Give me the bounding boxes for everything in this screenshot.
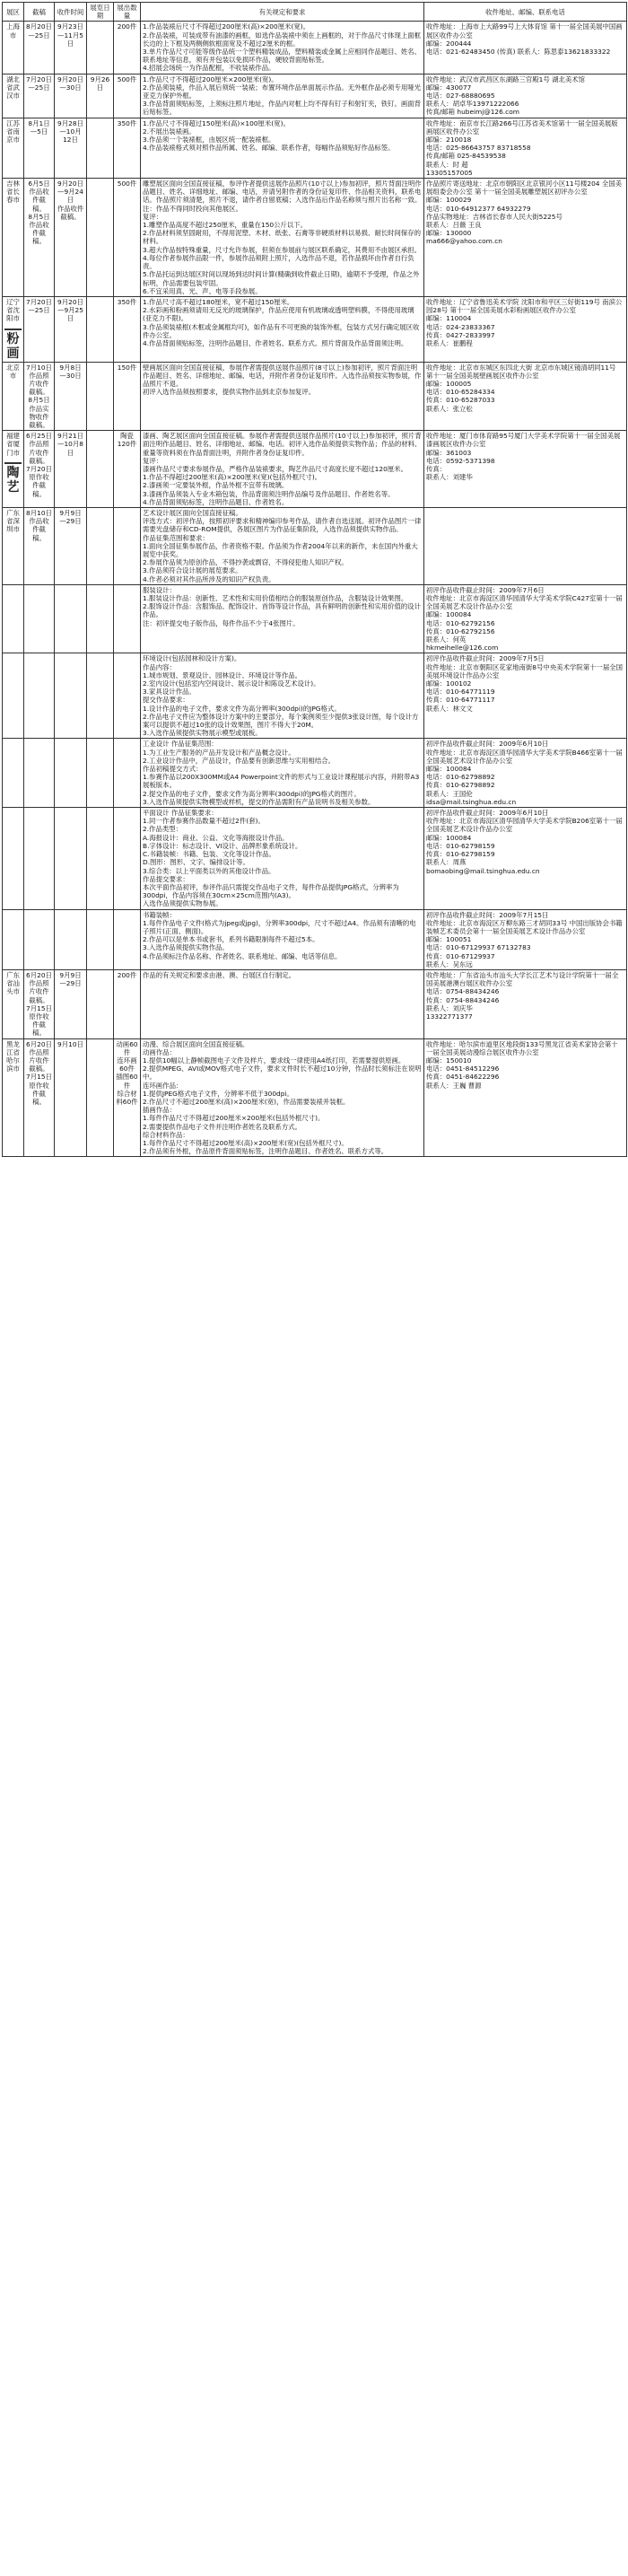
quantity-cell bbox=[114, 739, 141, 808]
region-cell-text: 上海市 bbox=[6, 22, 20, 39]
address-cell-text: 收件地址：厦门市体育路95号厦门大学美术学院第十一届全国美展漆画展区收件办公室 邮编：361003 电话：0592-5371398 传真： 联系人：刘建华 bbox=[426, 432, 621, 482]
region-cell-text: 黑龙江省哈尔滨市 bbox=[6, 1039, 20, 1073]
receive-cell bbox=[55, 808, 87, 909]
quantity-cell bbox=[114, 362, 141, 431]
table-body bbox=[3, 22, 627, 1157]
table-row bbox=[3, 179, 627, 297]
address-cell-text: 收件地址：上海市上大路99号上大体育馆 第十一届全国美展中国画展区收件办公室 邮编：200444 电话：021-62483450 (传真) 联系人：陈思泰13621833322 bbox=[426, 22, 623, 57]
region-cell bbox=[3, 739, 24, 808]
quantity-cell bbox=[114, 431, 141, 508]
quantity-cell bbox=[114, 969, 141, 1038]
deadline-cell-text: 7月20日—25日 bbox=[26, 74, 52, 92]
requirements-cell bbox=[141, 808, 424, 909]
region-cell bbox=[3, 296, 24, 362]
deadline-cell-text: 6月20日作品照片收件截稿。 7月15日原作收件截稿。 bbox=[26, 970, 52, 1038]
quantity-cell-text: 150件 bbox=[117, 363, 137, 372]
quantity-cell-text: 500件 bbox=[117, 180, 137, 188]
address-cell bbox=[424, 653, 627, 739]
region-cell-text: 江苏省南京市 bbox=[6, 118, 20, 145]
receive-cell bbox=[55, 362, 87, 431]
requirements-cell-text: 工业设计 作品征集范围： 1.为工业生产服务的产品开发设计和产品概念设计。 2.工业设计作品中，产品设计，作品要有创新思维与实用相结合。 作品初稿提交方式： 1.参赛作品以200X300MM或A4 Powerpoint文件的形式与工业设计课程展示内容，并附带A3展板版本。 2.提交作品的电子文件，要求文件为高分辨率(300dpi)的JPG格式的图片。 3.入选作品须提供实物模型或样机，提交的作品需附有产品说明书及相关参数。 bbox=[143, 740, 420, 806]
quantity-cell bbox=[114, 118, 141, 178]
address-cell bbox=[424, 22, 627, 74]
region-cell-text: 辽宁省沈阳市 bbox=[6, 297, 20, 323]
requirements-cell bbox=[141, 909, 424, 969]
show-date-cell bbox=[87, 118, 114, 178]
receive-cell-text: 9月10日 bbox=[57, 1039, 83, 1048]
table-row bbox=[3, 909, 627, 969]
address-cell bbox=[424, 909, 627, 969]
address-cell bbox=[424, 179, 627, 297]
quantity-cell bbox=[114, 653, 141, 739]
seal-stamp: 粉画 bbox=[4, 329, 22, 361]
quantity-cell-text: 陶瓷120件 bbox=[117, 432, 137, 449]
address-cell-text: 初评作品收件截止时间：2009年6月10日 收件地址：北京市海淀区清华园清华大学美术学院B206室第十一届全国美展艺术设计作品办公室 邮编：100084 电话：010-62798159 传真：010-62798159 联系人：周燕 bomaobing@mail.tsinghua.edu.cn bbox=[426, 809, 623, 875]
address-cell-text: 收件地址：武汉市武昌区东湖路三官殿1号 湖北美术馆 邮编：430077 电话：027-68880695 联系人：胡卓华13971222066 传真/邮箱 hubeimj@126.com bbox=[426, 74, 586, 117]
region-cell bbox=[3, 584, 24, 653]
receive-cell bbox=[55, 739, 87, 808]
show-date-cell bbox=[87, 808, 114, 909]
table-row bbox=[3, 653, 627, 739]
exhibition-table-document bbox=[2, 2, 626, 1157]
show-date-cell bbox=[87, 653, 114, 739]
address-cell bbox=[424, 362, 627, 431]
requirements-cell-text: 环境设计(包括园林和设计方案)。 作品内容： 1.城市规划、景观设计、园林设计、环境设计等作品。 2.室内设计(包括室内空间设计、展示设计和陈设艺术设计)。 3.家具设计作品。 提交作品要求： 1.设计作品的电子文件，要求文件为高分辨率(300dpi)的JPG格式。 2.作品电子文件应为整体设计方案中的主要部分，每个案例须至少提供3张设计图，每个设计方案可以提供不超过10张的设计效果图，图片不得大于20M。 3.入选作品须提供实物展示模型或展板。 bbox=[143, 654, 419, 738]
address-cell bbox=[424, 1038, 627, 1157]
quantity-cell-text: 350件 bbox=[117, 297, 137, 306]
region-cell-text: 吉林省长春市 bbox=[6, 180, 20, 205]
receive-cell bbox=[55, 118, 87, 178]
receive-cell-text: 9月20日—9月25日 bbox=[57, 297, 83, 323]
deadline-cell-text: 6月20日作品照片收件截稿。 7月15日原作收件截稿。 bbox=[26, 1039, 52, 1106]
table-row bbox=[3, 808, 627, 909]
receive-cell bbox=[55, 969, 87, 1038]
deadline-cell-text: 8月1日—5日 bbox=[28, 118, 50, 136]
address-cell bbox=[424, 74, 627, 118]
requirements-cell bbox=[141, 507, 424, 584]
show-date-cell bbox=[87, 179, 114, 297]
address-cell-text: 初评作品收件截止时间：2009年7月5日 收件地址：北京市朝阳区花家地南街8号中央美术学院第十一届全国美展环境设计作品办公室 邮编：100102 电话：010-64771119 传真：010-64771117 联系人：林文文 bbox=[426, 654, 624, 713]
receive-cell bbox=[55, 507, 87, 584]
address-cell bbox=[424, 808, 627, 909]
receive-cell bbox=[55, 296, 87, 362]
table-row bbox=[3, 22, 627, 74]
address-cell-text: 收件地址：哈尔滨市道里区地段街133号黑龙江省美术家协会第十一届全国美展动漫综合展区收件办公室 邮编：150010 电话：0451-84512296 传真：0451-84622296 联系人：王巍 曹源 bbox=[426, 1039, 618, 1090]
address-cell bbox=[424, 118, 627, 178]
address-cell-text: 收件地址：广东省汕头市汕头大学长江艺术与设计学院第十一届全国美展港澳台展区收件办公室 电话：0754-88434246 传真：0754-88434246 联系人：刘庆华 13322771377 bbox=[426, 970, 619, 1021]
quantity-cell-text: 200件 bbox=[117, 22, 137, 31]
receive-cell bbox=[55, 584, 87, 653]
region-cell bbox=[3, 362, 24, 431]
table-row bbox=[3, 507, 627, 584]
deadline-cell-text: 8月20日—25日 bbox=[26, 22, 52, 39]
address-cell bbox=[424, 969, 627, 1038]
deadline-cell bbox=[24, 431, 55, 508]
region-cell bbox=[3, 118, 24, 178]
requirements-cell bbox=[141, 22, 424, 74]
region-cell bbox=[3, 909, 24, 969]
deadline-cell-text: 6月5日作品收件截稿。 8月5日作品收件截稿。 bbox=[28, 180, 50, 246]
quantity-cell bbox=[114, 1038, 141, 1157]
address-cell-text: 初评作品收件截止时间：2009年7月15日 收件地址：北京市海淀区万柳东路三才胡同33号 中国出版协会书籍装帧艺术委员会第十一届全国美展艺术设计作品办公室 邮编：100051 电话：010-67129937 67132783 传真：010-67129937 联系人：吴东远 bbox=[426, 910, 623, 968]
requirements-cell-text: 1.作品尺寸高不超过180厘米，宽不超过150厘米。 2.水彩画和粉画须请用无反光的玻璃保护，作品应使用有机玻璃或透明塑料膜，不得使用玻璃(亚克力不限)。 3.作品须装裱框(木框或金属框均可)，如作品有不可更换的装饰外框，包装方式另行确定展区收件办公室。 4.作品背面须贴标签，注明作品题目、作者姓名、联系方式。照片背面及作品背面须注明。 bbox=[143, 297, 420, 347]
address-cell-text: 初评作品收件截止时间：2009年7月6日 收件地址：北京市海淀区清华园清华大学美术学院C427室第十一届全国美展艺术设计作品办公室 邮编：100084 电话：010-62792156 传真：010-62792156 联系人：何英 hkmeihelle@126.com bbox=[426, 585, 623, 653]
table-row bbox=[3, 431, 627, 508]
requirements-cell-text: 雕塑展区面向全国直接征稿，参评作者提供送展作品照片(10寸以上)参加初评，照片背面注明作品题目、姓名、详细地址、邮编、电话，并请另附作者的身份证复印件、作品相关资料，联系电话。作品照片须清楚，照片不退，请作者自留底稿；入选作品后作品名称须与照片出名称一致。 注：作品不得同时投向其他展区。 复评： 1.雕塑作品高度不超过250厘米，重量在150公斤以下。 2.作品材料须坚固耐用，不得用泥塑、木材、纸张、石膏等非硬质材料以易损、耐长时间保存的材料。 3.超大作品按特殊重量，尺寸允许参展，但须在参展前与展区联系确定，其费用不由展区承担。 4.每位作者参展作品限一件，参展作品须附上照片，入选作品不退，若作品损坏由作者自行负责。 5.作品托运到达展区时间以现场到达时间计算(精确到收件截止日期)，逾期不予受理，作品之外标明，作品需要包装牢固。 6.不宜采用真、光、声、电等手段参展。 bbox=[143, 180, 422, 295]
deadline-cell bbox=[24, 909, 55, 969]
show-date-cell bbox=[87, 507, 114, 584]
receive-cell-text: 9月23日—11月5日 bbox=[57, 22, 83, 48]
receive-cell bbox=[55, 653, 87, 739]
quantity-cell bbox=[114, 74, 141, 118]
show-date-cell bbox=[87, 362, 114, 431]
region-cell-text: 广东省深圳市 bbox=[6, 508, 20, 534]
region-cell bbox=[3, 179, 24, 297]
show-date-cell bbox=[87, 739, 114, 808]
show-date-cell bbox=[87, 22, 114, 74]
requirements-cell-text: 书籍装帧： 1.每件作品电子文件(格式为jpeg或jpg)，分辨率300dpi，尺寸不超过A4。作品须有清晰的电子照片(正面、侧面)。 2.作品可以是单本书或套书，系列书籍限制每件不超过5本。 3.入选作品须提供实物作品。 4.作品须标注作品名称、作者姓名、联系地址、邮编、电话等信息。 bbox=[143, 910, 416, 960]
requirements-cell-text: 艺术设计展区面向全国直接征稿。 评选方式：初评作品，按照初评要求和精神编印参考作品，请作者自选送展。初评作品图片一律需要光盘储存和CD-ROM提供，各展区图片为作品征集阶段，入选作品须提供实物作品。 作品征集范围和要求： 1.面向全国征集参展作品，作者资格不限。作品须为作者2004年以来的新作，未在国内外重大展览中获奖。 2.参展作品须为原创作品，不得抄袭或剽窃，不得侵犯他人知识产权。 3.作品须符合设计展的展览要求。 4.作者必须对其作品所涉及的知识产权负责。 bbox=[143, 508, 422, 583]
deadline-cell bbox=[24, 808, 55, 909]
receive-cell-text: 9月21日—10月8日 bbox=[57, 432, 83, 457]
exhibition-schedule-table bbox=[2, 2, 627, 1157]
region-cell bbox=[3, 431, 24, 508]
header-show-date: 展览日期 bbox=[87, 3, 114, 22]
address-cell-text: 初评作品收件截止时间：2009年6月10日 收件地址：北京市海淀区清华园清华大学美术学院B466室第十一届全国美展艺术设计作品办公室 邮编：100084 电话：010-62798892 传真：010-62798892 联系人：王国伦 idsa@mail.tsinghua.edu.cn bbox=[426, 740, 623, 806]
deadline-cell bbox=[24, 584, 55, 653]
region-cell bbox=[3, 74, 24, 118]
deadline-cell bbox=[24, 74, 55, 118]
address-cell bbox=[424, 739, 627, 808]
header-address: 收件地址、邮编、联系电话 bbox=[424, 3, 627, 22]
show-date-cell bbox=[87, 584, 114, 653]
address-cell bbox=[424, 296, 627, 362]
region-cell-text: 北京市 bbox=[6, 363, 20, 380]
receive-cell-text: 9月20日—9月24日 作品收件截稿。 bbox=[57, 180, 84, 221]
region-cell-text: 福建省厦门市 bbox=[6, 432, 20, 457]
address-cell-text: 作品照片寄送地址：北京市朝阳区北京银河小区11号楼204 全国美展组委会办公室 第十一届全国美展雕塑展区初评办公室 邮编：100029 电话：010-64912377 64932279 作品实物地址：吉林省长春市人民大街5225号 联系人：吕薇 王良 邮编：130000 ma666@yahoo.com.cn bbox=[426, 180, 623, 246]
quantity-cell-text: 350件 bbox=[117, 118, 137, 127]
address-cell-text: 收件地址：辽宁省鲁迅美术学院 沈阳市和平区三好街119号 南滨公园28号 第十一届全国美展水彩粉画展区收件办公室 邮编：110004 电话：024-23833367 传真：0427-2833997 联系人：崔鹏程 bbox=[426, 297, 623, 347]
show-date-cell bbox=[87, 296, 114, 362]
address-cell bbox=[424, 431, 627, 508]
deadline-cell-text: 6月25日作品照片收件截稿。 7月20日原作收件截稿。 bbox=[26, 432, 52, 498]
receive-cell bbox=[55, 431, 87, 508]
quantity-cell-text: 动画60件 连环画60件 插图60件 综合材料60件 bbox=[116, 1039, 138, 1106]
header-deadline: 截稿 bbox=[24, 3, 55, 22]
receive-cell bbox=[55, 909, 87, 969]
table-row bbox=[3, 296, 627, 362]
requirements-cell bbox=[141, 74, 424, 118]
requirements-cell bbox=[141, 118, 424, 178]
receive-cell-text: 9月9日—29日 bbox=[59, 970, 82, 988]
quantity-cell bbox=[114, 507, 141, 584]
header-requirements: 有关规定和要求 bbox=[141, 3, 424, 22]
quantity-cell-text: 500件 bbox=[117, 74, 137, 83]
table-header-row bbox=[3, 3, 627, 22]
requirements-cell bbox=[141, 969, 424, 1038]
show-date-cell bbox=[87, 969, 114, 1038]
receive-cell bbox=[55, 179, 87, 297]
requirements-cell bbox=[141, 296, 424, 362]
table-row bbox=[3, 362, 627, 431]
requirements-cell-text: 壁画展区面向全国直接征稿，参展作者需提供送展作品照片(8寸以上)参加初评，照片背面注明作品题目、姓名、详细地址、邮编、电话，并附作者身份证复印件。入选作品须按实物参展，作品照片不退。 初评入选作品须按照要求，提供实物作品到北京参加复评。 bbox=[143, 363, 422, 397]
show-date-cell bbox=[87, 1038, 114, 1157]
deadline-cell-text: 8月10日作品收件截稿。 bbox=[26, 508, 52, 542]
header-region: 展区 bbox=[3, 3, 24, 22]
receive-cell-text: 9月28日—10月12日 bbox=[57, 118, 83, 145]
table-row bbox=[3, 969, 627, 1038]
region-cell-text: 广东省汕头市 bbox=[6, 970, 20, 996]
quantity-cell bbox=[114, 808, 141, 909]
requirements-cell bbox=[141, 584, 424, 653]
requirements-cell-text: 平面设计 作品征集要求： 1.同一作者参赛作品数量不超过2件(套)。 2.作品类型： A.海报设计：商业、公益、文化等海报设计作品。 B.字体设计：标志设计、VI设计、品牌形象系统设计。 C.书籍装帧：书籍、包装、文化等设计作品。 D.图形：图形、文字、编排设计等。 3.综合类：以上平面类以外的其他设计作品。 作品提交要求： 本次平面作品初评，参评作品只需提交作品电子文件，每件作品提供JPG格式，分辨率为300dpi，作品内容须在30cm×25cm范围内(A3)。 入选作品须提供实物参展。 bbox=[143, 809, 399, 908]
requirements-cell bbox=[141, 739, 424, 808]
requirements-cell-text: 1.作品装裱后尺寸不得超过200厘米(高)×200厘米(宽)。 2.作品装裱，可装成带有油漆的画框，如选作品装裱中须在上画框的，对于作品尺寸体现上面框长边的上下框及两侧侧软框面宽及不超过2厘米的框。 3.单片作品尺寸可能等级作品统一个塑料精装成品，塑料精装或金属上应相同作品题目、姓名、联系地址等信息，须有并包装以免损坏作品，硬较背面贴标签。 4.招展会场统一为作品配框，不收装裱作品。 bbox=[143, 22, 422, 73]
deadline-cell bbox=[24, 296, 55, 362]
address-cell-text: 收件地址：北京市东城区东四北大街 北京市东城区镜清胡同11号 第十一届全国美展壁画展区收件办公室 邮编：100005 电话：010-65284334 传真：010-65287033 联系人：张立松 bbox=[426, 363, 616, 413]
receive-cell bbox=[55, 74, 87, 118]
deadline-cell bbox=[24, 507, 55, 584]
header-receive: 收件时间 bbox=[55, 3, 87, 22]
receive-cell bbox=[55, 1038, 87, 1157]
show-date-cell bbox=[87, 909, 114, 969]
region-cell-text: 湖北省武汉市 bbox=[6, 74, 20, 101]
table-row bbox=[3, 118, 627, 178]
show-date-cell-text: 9月26日 bbox=[90, 74, 110, 92]
table-row bbox=[3, 74, 627, 118]
requirements-cell bbox=[141, 179, 424, 297]
region-cell bbox=[3, 653, 24, 739]
receive-cell-text: 9月9日—29日 bbox=[59, 508, 82, 526]
region-cell bbox=[3, 969, 24, 1038]
requirements-cell bbox=[141, 1038, 424, 1157]
show-date-cell bbox=[87, 431, 114, 508]
deadline-cell bbox=[24, 739, 55, 808]
address-cell-text: 收件地址：南京市长江路266号江苏省美术馆第十一届全国美展版画展区收件办公室 邮编：210018 电话：025-86643757 83718558 传真/邮箱 025-84539538 联系人：时 超 13305157005 bbox=[426, 118, 618, 177]
quantity-cell bbox=[114, 179, 141, 297]
requirements-cell-text: 漆画、陶艺展区面向全国直接征稿。参展作者需提供送展作品照片(10寸以上)参加初评，照片背面注明作品题目、姓名、详细地址、邮编、电话。初评入选作品须提供实物作品；作品的材料、重量等资料须在作品背面注明，并附作者身份证复印件。 复评： 漆画作品尺寸要求参展作品，严格作品装裱要求，陶艺作品尺寸高度长度不超过120厘米。 1.作品不得超过200厘米(高)×200厘米(宽)(包括外框尺寸)。 2.漆画须一定要装外框，作品外框不宜带有玻璃。 3.漆画作品须装入专业木箱包装，作品背面须注明作品编号及作品题目、作者姓名等。 4.作品背面须贴标签，注明作品题目、作者姓名。 bbox=[143, 432, 422, 506]
region-cell bbox=[3, 808, 24, 909]
seal-stamp: 陶艺 bbox=[4, 462, 22, 495]
region-cell bbox=[3, 22, 24, 74]
requirements-cell-text: 服装设计： 1.服装设计作品：创新性、艺术性和实用价值相结合的服装原创作品，含服装设计效果图。 2.服饰设计作品：含服饰品、配饰设计、首饰等设计作品，具有鲜明的创新性和实用价值的设计作品。 注：初评提交电子版作品，每件作品不少于4张图片。 bbox=[143, 585, 422, 627]
deadline-cell bbox=[24, 179, 55, 297]
requirements-cell-text: 作品的有关规定和要求由港、澳、台展区自行制定。 bbox=[143, 970, 295, 979]
deadline-cell-text: 7月20日—25日 bbox=[26, 297, 52, 315]
receive-cell-text: 9月8日—30日 bbox=[59, 363, 82, 380]
region-cell bbox=[3, 1038, 24, 1157]
deadline-cell bbox=[24, 969, 55, 1038]
receive-cell-text: 9月20日—30日 bbox=[57, 74, 83, 92]
address-cell bbox=[424, 584, 627, 653]
region-cell bbox=[3, 507, 24, 584]
deadline-cell bbox=[24, 362, 55, 431]
table-row bbox=[3, 739, 627, 808]
deadline-cell bbox=[24, 22, 55, 74]
quantity-cell bbox=[114, 584, 141, 653]
quantity-cell bbox=[114, 296, 141, 362]
table-row bbox=[3, 584, 627, 653]
header-quantity: 展出数量 bbox=[114, 3, 141, 22]
requirements-cell-text: 1.作品尺寸不得超过200厘米×200厘米(宽)。 2.作品须装裱，作品入展后须统一装裱；布置环境作品单面展示作品。无外框作品必须专用哑光亚克力保护外框。 3.作品背面须贴标签，上须标注照片地址，作品内对框上均不得有钉子和射钉夹，铁钉。画面背后贴标签。 bbox=[143, 74, 422, 117]
requirements-cell-text: 动漫、综合展区面向全国直接征稿。 动画作品： 1.提供10幅以上静帧截图电子文件及样片，要求线一律使用A4纸打印，若需要提供原画。 2.提供MPEG、AVI或MOV格式电子文件，要求文件时长不超过10分钟，作品时长须标注在说明中。 连环画作品： 1.提供JPEG格式电子文件，分辨率不低于300dpi。 2.作品尺寸不超过200厘米(高)×200厘米(宽)，作品需要装裱并装框。 插画作品： 1.每件作品尺寸不得超过200厘米×200厘米(包括外框尺寸)。 2.需要提供作品电子文件并注明作者姓名及联系方式。 综合材料作品： 1.每件作品尺寸不得超过200厘米(高)×200厘米(宽)(包括外框尺寸)。 2.作品须有外框，作品原件背面须贴标签，注明作品题目、作者姓名、联系方式等。 bbox=[143, 1039, 422, 1156]
deadline-cell-text: 7月10日作品照片收件截稿。 8月5日作品实物收件截稿。 bbox=[26, 363, 52, 429]
table-row bbox=[3, 1038, 627, 1157]
requirements-cell bbox=[141, 431, 424, 508]
requirements-cell bbox=[141, 362, 424, 431]
show-date-cell bbox=[87, 74, 114, 118]
quantity-cell bbox=[114, 22, 141, 74]
requirements-cell-text: 1.作品尺寸不得超过150厘米(高)×100厘米(宽)。 2.不展出装裱画。 3.作品须一个装裱框，由展区统一配装裱框。 4.作品装裱格式须对照作品所属、姓名、邮编、联系作者，每幅作品须贴好作品标签。 bbox=[143, 118, 395, 153]
deadline-cell bbox=[24, 118, 55, 178]
deadline-cell bbox=[24, 653, 55, 739]
deadline-cell bbox=[24, 1038, 55, 1157]
address-cell bbox=[424, 507, 627, 584]
requirements-cell bbox=[141, 653, 424, 739]
quantity-cell-text: 200件 bbox=[117, 970, 137, 979]
receive-cell bbox=[55, 22, 87, 74]
quantity-cell bbox=[114, 909, 141, 969]
